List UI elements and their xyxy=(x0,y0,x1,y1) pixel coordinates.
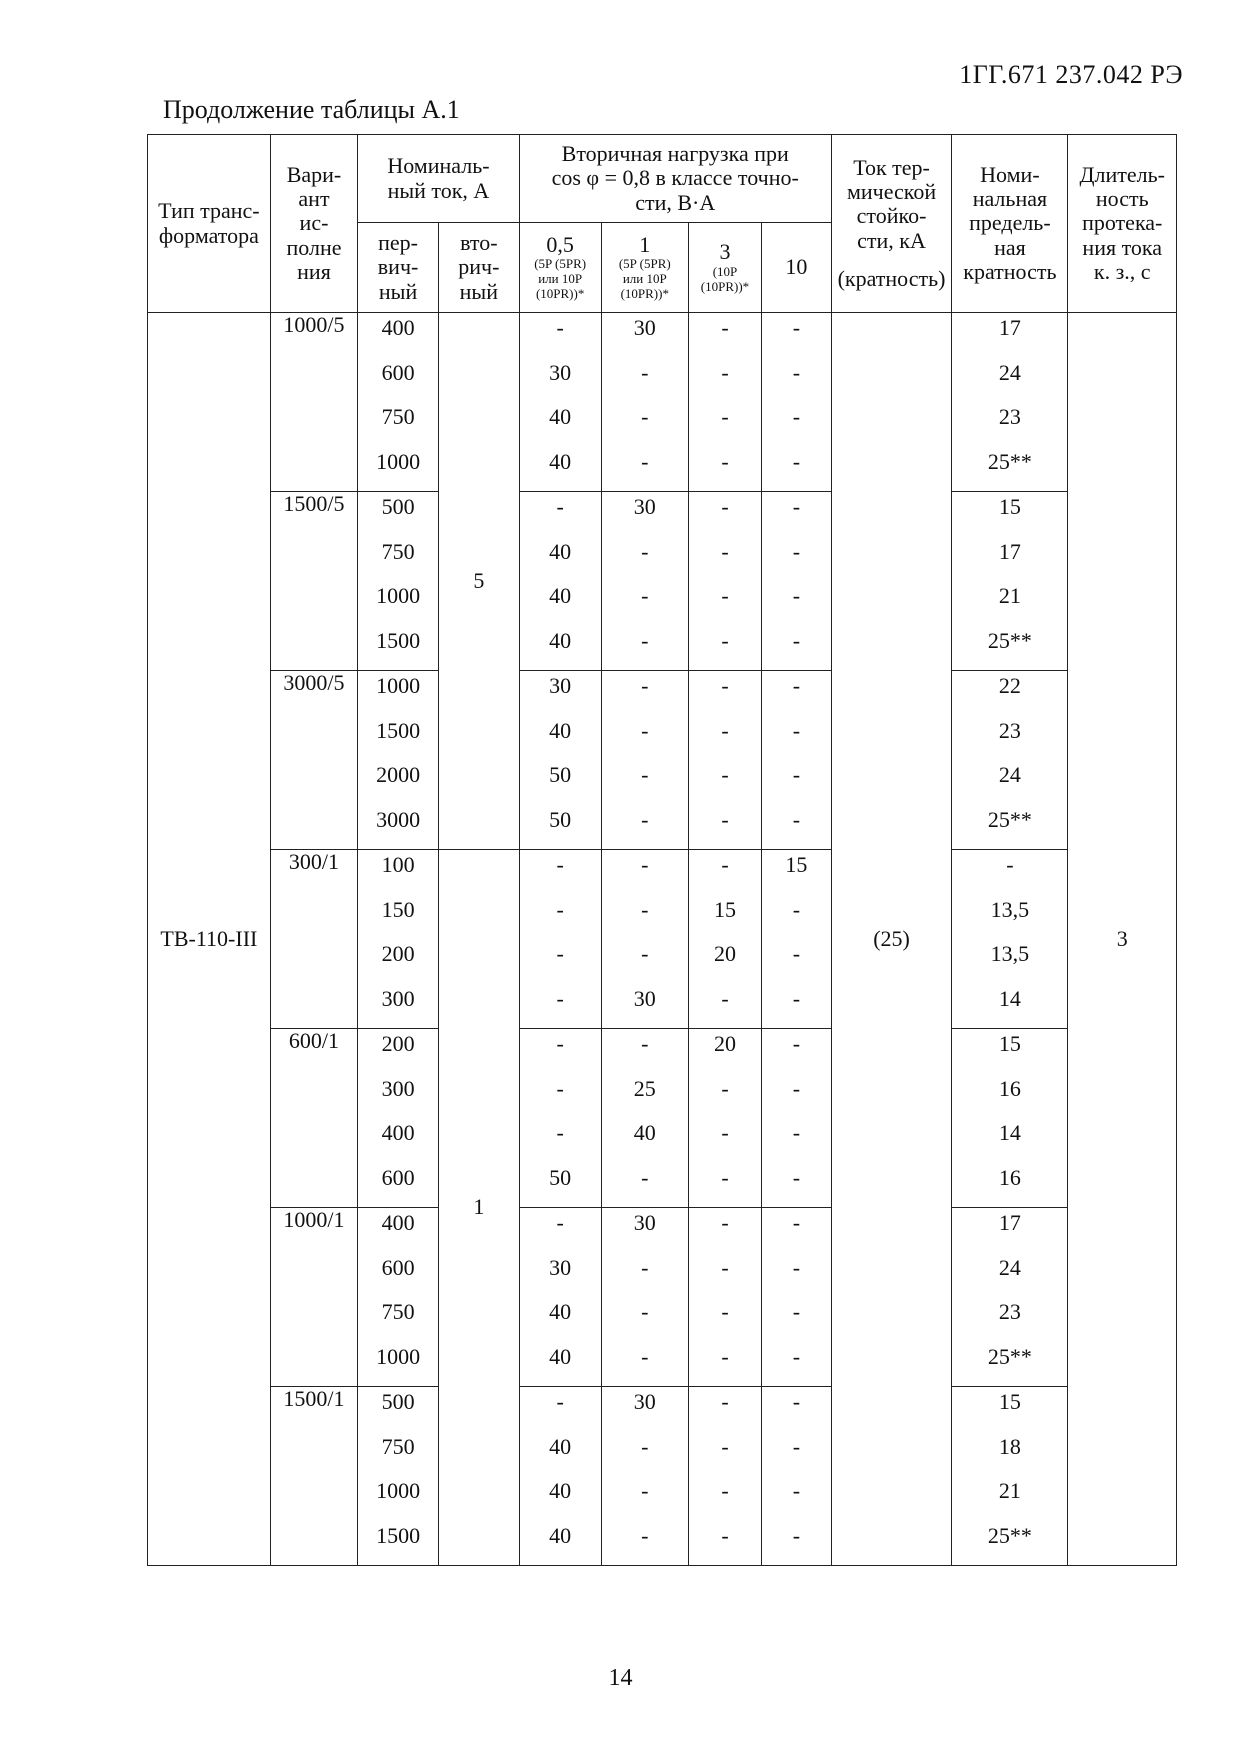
table-body xyxy=(148,313,1177,1566)
primary-value: 750 xyxy=(381,1433,415,1459)
c3-value: - xyxy=(721,1164,729,1190)
limit-value: 25** xyxy=(987,448,1032,474)
c3-value: - xyxy=(721,717,729,743)
limit-value: 15 xyxy=(998,1389,1021,1414)
c10-value: - xyxy=(792,985,801,1011)
c1-value: - xyxy=(641,806,649,832)
c05-value: 40 xyxy=(549,1343,572,1369)
c10-cell xyxy=(761,1387,831,1566)
c1-cell xyxy=(601,850,688,1029)
c10-value: - xyxy=(792,1389,801,1414)
limit-value: 16 xyxy=(998,1075,1021,1101)
c10-value: - xyxy=(792,762,801,787)
c10-value: - xyxy=(792,1075,801,1101)
c10-cell xyxy=(761,313,831,492)
c10-value: - xyxy=(792,315,801,340)
c1-value: - xyxy=(641,627,649,653)
limit-value: 24 xyxy=(998,1254,1021,1280)
limit-cell xyxy=(952,671,1068,850)
c1-value: - xyxy=(641,941,649,966)
primary-value: 400 xyxy=(381,1210,415,1235)
table-row xyxy=(148,313,1177,492)
c10-value: - xyxy=(792,717,801,743)
c3-value: - xyxy=(721,1299,729,1324)
c1-value: 30 xyxy=(633,494,656,519)
c1-cell xyxy=(601,1029,688,1208)
limit-value: 24 xyxy=(998,762,1021,787)
limit-value: - xyxy=(1006,852,1014,877)
limit-value: 13,5 xyxy=(990,941,1030,966)
c1-value: - xyxy=(641,1031,649,1056)
c05-value: - xyxy=(556,1120,564,1145)
c05-cell xyxy=(519,1208,601,1387)
c3-cell xyxy=(688,492,761,671)
c10-value: - xyxy=(792,1254,801,1280)
primary-value: 150 xyxy=(381,896,415,922)
primary-value: 1000 xyxy=(376,583,421,608)
c10-cell xyxy=(761,1029,831,1208)
primary-value: 1000 xyxy=(376,1478,421,1503)
header-type: Тип транс- форматора xyxy=(148,135,271,313)
c3-value: - xyxy=(721,448,729,474)
header-secondary: вто- рич- ный xyxy=(438,223,519,313)
c3-value: - xyxy=(721,404,729,429)
c3-value: 15 xyxy=(713,896,736,922)
limit-value: 23 xyxy=(998,717,1021,743)
c05-value: 40 xyxy=(549,717,572,743)
c3-cell xyxy=(688,850,761,1029)
c10-value: - xyxy=(792,538,801,564)
c10-value: - xyxy=(792,1164,801,1190)
c10-value: - xyxy=(792,1031,801,1056)
primary-value: 300 xyxy=(381,1075,415,1101)
c1-value: - xyxy=(641,538,649,564)
primary-value: 3000 xyxy=(376,806,421,832)
c1-value: 40 xyxy=(633,1120,656,1145)
c1-value: 30 xyxy=(633,315,656,340)
table-row xyxy=(148,671,1177,850)
c05-cell xyxy=(519,1029,601,1208)
c1-cell xyxy=(601,492,688,671)
header-variant: Вари- ант ис- полне ния xyxy=(270,135,357,313)
primary-value: 400 xyxy=(381,315,415,340)
primary-cell xyxy=(358,850,439,1029)
c1-value: - xyxy=(641,359,649,385)
limit-value: 15 xyxy=(998,494,1021,519)
primary-cell xyxy=(358,1029,439,1208)
c05-value: 40 xyxy=(549,448,572,474)
c1-value: - xyxy=(641,1522,649,1548)
c05-value: 40 xyxy=(549,538,572,564)
c05-value: 40 xyxy=(549,1433,572,1459)
primary-value: 750 xyxy=(381,538,415,564)
c3-value: 20 xyxy=(713,1031,736,1056)
header-class-1: 1 (5P (5PR) или 10P (10PR))* xyxy=(601,223,688,313)
c1-value: - xyxy=(641,1433,649,1459)
primary-value: 600 xyxy=(381,1254,415,1280)
limit-cell xyxy=(952,1208,1068,1387)
primary-value: 600 xyxy=(381,359,415,385)
c3-value: - xyxy=(721,1210,729,1235)
c1-value: - xyxy=(641,896,649,922)
primary-value: 1500 xyxy=(376,627,421,653)
variant-cell: 1000/5 xyxy=(270,313,357,492)
c3-value: - xyxy=(721,1478,729,1503)
page-number: 14 xyxy=(608,1665,633,1691)
c10-value: - xyxy=(792,1478,801,1503)
c05-cell xyxy=(519,1387,601,1566)
variant-cell: 300/1 xyxy=(270,850,357,1029)
header-primary: пер- вич- ный xyxy=(358,223,439,313)
c3-value: - xyxy=(721,1075,729,1101)
primary-value: 500 xyxy=(381,494,415,519)
c1-value: - xyxy=(641,852,649,877)
primary-value: 1000 xyxy=(376,673,421,698)
c3-cell xyxy=(688,671,761,850)
table-caption: Продолжение таблицы А.1 xyxy=(163,95,460,124)
limit-cell xyxy=(952,1387,1068,1566)
c10-value: - xyxy=(792,583,801,608)
limit-value: 21 xyxy=(998,583,1021,608)
c05-value: - xyxy=(556,315,564,340)
primary-value: 1000 xyxy=(376,448,421,474)
variant-cell: 1500/5 xyxy=(270,492,357,671)
header-limit-ratio: Номи- нальная предель- ная кратность xyxy=(952,135,1068,313)
c05-value: 40 xyxy=(549,1522,572,1548)
header-thermal-current: Ток тер- мической стойко- сти, кА (кратность) xyxy=(831,135,952,313)
table-row xyxy=(148,1387,1177,1566)
header-class-10: 10 xyxy=(761,223,831,313)
limit-value: 22 xyxy=(998,673,1021,698)
c10-value: 15 xyxy=(785,852,808,877)
limit-cell xyxy=(952,1029,1068,1208)
limit-cell xyxy=(952,313,1068,492)
primary-value: 750 xyxy=(381,1299,415,1324)
c10-value: - xyxy=(792,1522,801,1548)
c05-value: - xyxy=(556,941,564,966)
c10-cell xyxy=(761,1208,831,1387)
limit-value: 23 xyxy=(998,1299,1021,1324)
limit-cell xyxy=(952,850,1068,1029)
c10-value: - xyxy=(792,673,801,698)
limit-value: 17 xyxy=(998,1210,1021,1235)
c10-value: - xyxy=(792,1210,801,1235)
c10-value: - xyxy=(792,806,801,832)
primary-value: 500 xyxy=(381,1389,415,1414)
thermal-current-cell: (25) xyxy=(831,313,952,1566)
primary-cell xyxy=(358,313,439,492)
primary-cell xyxy=(358,671,439,850)
c3-value: - xyxy=(721,1522,729,1548)
primary-cell xyxy=(358,1208,439,1387)
header-nominal-current: Номиналь- ный ток, А xyxy=(358,135,520,223)
c10-value: - xyxy=(792,404,801,429)
c3-value: - xyxy=(721,806,729,832)
c1-value: - xyxy=(641,404,649,429)
c1-cell xyxy=(601,671,688,850)
c3-value: - xyxy=(721,315,729,340)
variant-cell: 1000/1 xyxy=(270,1208,357,1387)
c3-value: - xyxy=(721,1389,729,1414)
c05-value: 40 xyxy=(549,404,572,429)
c1-value: - xyxy=(641,1164,649,1190)
limit-value: 25** xyxy=(987,1343,1032,1369)
c05-value: - xyxy=(556,1031,564,1056)
primary-cell xyxy=(358,1387,439,1566)
limit-value: 16 xyxy=(998,1164,1021,1190)
c05-value: 50 xyxy=(549,806,572,832)
c10-value: - xyxy=(792,448,801,474)
primary-cell xyxy=(358,492,439,671)
c10-value: - xyxy=(792,896,801,922)
primary-value: 1000 xyxy=(376,1343,421,1369)
c3-value: - xyxy=(721,1343,729,1369)
c05-value: - xyxy=(556,852,564,877)
c1-value: - xyxy=(641,1299,649,1324)
primary-value: 200 xyxy=(381,1031,415,1056)
c3-value: 20 xyxy=(713,941,736,966)
c10-value: - xyxy=(792,359,801,385)
c05-value: 40 xyxy=(549,1478,572,1503)
c1-value: - xyxy=(641,717,649,743)
primary-value: 1500 xyxy=(376,1522,421,1548)
limit-value: 25** xyxy=(987,806,1032,832)
c05-cell xyxy=(519,492,601,671)
c1-value: - xyxy=(641,583,649,608)
c1-value: 30 xyxy=(633,1210,656,1235)
c3-value: - xyxy=(721,583,729,608)
limit-value: 21 xyxy=(998,1478,1021,1503)
c3-cell xyxy=(688,1208,761,1387)
header-class-0-5: 0,5 (5P (5PR) или 10P (10PR))* xyxy=(519,223,601,313)
c10-value: - xyxy=(792,494,801,519)
primary-value: 750 xyxy=(381,404,415,429)
c1-cell xyxy=(601,1208,688,1387)
header-duration: Длитель- ность протека- ния тока к. з., с xyxy=(1068,135,1177,313)
c3-value: - xyxy=(721,1433,729,1459)
c3-cell xyxy=(688,1029,761,1208)
c05-value: - xyxy=(556,896,564,922)
limit-value: 17 xyxy=(998,538,1021,564)
c05-value: - xyxy=(556,1210,564,1235)
c1-value: - xyxy=(641,673,649,698)
c1-value: - xyxy=(641,1254,649,1280)
c05-value: 30 xyxy=(549,1254,572,1280)
c3-value: - xyxy=(721,627,729,653)
c1-value: 25 xyxy=(633,1075,656,1101)
c3-value: - xyxy=(721,538,729,564)
c3-cell xyxy=(688,1387,761,1566)
c05-value: - xyxy=(556,1075,564,1101)
limit-value: 18 xyxy=(998,1433,1021,1459)
c10-value: - xyxy=(792,1299,801,1324)
c10-cell xyxy=(761,850,831,1029)
limit-value: 13,5 xyxy=(990,896,1030,922)
c3-value: - xyxy=(721,494,729,519)
table-row xyxy=(148,1029,1177,1208)
header-secondary-load: Вторичная нагрузка при cos φ = 0,8 в классе точно- сти, В·А xyxy=(519,135,831,223)
c10-value: - xyxy=(792,1120,801,1145)
c05-value: 50 xyxy=(549,762,572,787)
table-row xyxy=(148,1208,1177,1387)
primary-value: 100 xyxy=(381,852,415,877)
c10-value: - xyxy=(792,627,801,653)
c3-value: - xyxy=(721,1254,729,1280)
c05-value: 40 xyxy=(549,583,572,608)
primary-value: 2000 xyxy=(376,762,421,787)
limit-value: 14 xyxy=(998,985,1021,1011)
variant-cell: 600/1 xyxy=(270,1029,357,1208)
table-row xyxy=(148,850,1177,1029)
c05-cell xyxy=(519,671,601,850)
c1-value: - xyxy=(641,1478,649,1503)
primary-value: 200 xyxy=(381,941,415,966)
secondary-current-cell: 5 xyxy=(438,313,519,850)
table-row xyxy=(148,492,1177,671)
header-class-3: 3 (10P (10PR))* xyxy=(688,223,761,313)
document-code: 1ГГ.671 237.042 РЭ xyxy=(959,60,1183,89)
c1-value: - xyxy=(641,762,649,787)
c05-cell xyxy=(519,850,601,1029)
limit-value: 24 xyxy=(998,359,1021,385)
transformer-table xyxy=(147,134,1177,1566)
c05-value: 40 xyxy=(549,627,572,653)
c1-cell xyxy=(601,1387,688,1566)
variant-cell: 3000/5 xyxy=(270,671,357,850)
c3-value: - xyxy=(721,762,729,787)
c3-value: - xyxy=(721,985,729,1011)
primary-value: 300 xyxy=(381,985,415,1011)
c3-value: - xyxy=(721,673,729,698)
limit-value: 14 xyxy=(998,1120,1021,1145)
c1-value: 30 xyxy=(633,1389,656,1414)
c3-value: - xyxy=(721,1120,729,1145)
limit-value: 25** xyxy=(987,627,1032,653)
secondary-current-cell: 1 xyxy=(438,850,519,1566)
c10-cell xyxy=(761,671,831,850)
c05-value: - xyxy=(556,494,564,519)
c05-value: 40 xyxy=(549,1299,572,1324)
c05-value: 30 xyxy=(549,673,572,698)
limit-value: 25** xyxy=(987,1522,1032,1548)
c1-value: - xyxy=(641,1343,649,1369)
c1-value: - xyxy=(641,448,649,474)
limit-value: 15 xyxy=(998,1031,1021,1056)
c1-cell xyxy=(601,313,688,492)
primary-value: 1500 xyxy=(376,717,421,743)
primary-value: 400 xyxy=(381,1120,415,1145)
c05-value: 50 xyxy=(549,1164,572,1190)
c10-value: - xyxy=(792,1433,801,1459)
c05-value: - xyxy=(556,1389,564,1414)
c05-value: - xyxy=(556,985,564,1011)
limit-cell xyxy=(952,492,1068,671)
primary-value: 600 xyxy=(381,1164,415,1190)
variant-cell: 1500/1 xyxy=(270,1387,357,1566)
c05-cell xyxy=(519,313,601,492)
transformer-type-cell: ТВ-110-III xyxy=(148,313,271,1566)
c10-value: - xyxy=(792,941,801,966)
c1-value: 30 xyxy=(633,985,656,1011)
duration-cell: 3 xyxy=(1068,313,1177,1566)
limit-value: 23 xyxy=(998,404,1021,429)
c3-value: - xyxy=(721,852,729,877)
c3-cell xyxy=(688,313,761,492)
c3-value: - xyxy=(721,359,729,385)
c10-value: - xyxy=(792,1343,801,1369)
c05-value: 30 xyxy=(549,359,572,385)
c10-cell xyxy=(761,492,831,671)
limit-value: 17 xyxy=(998,315,1021,340)
